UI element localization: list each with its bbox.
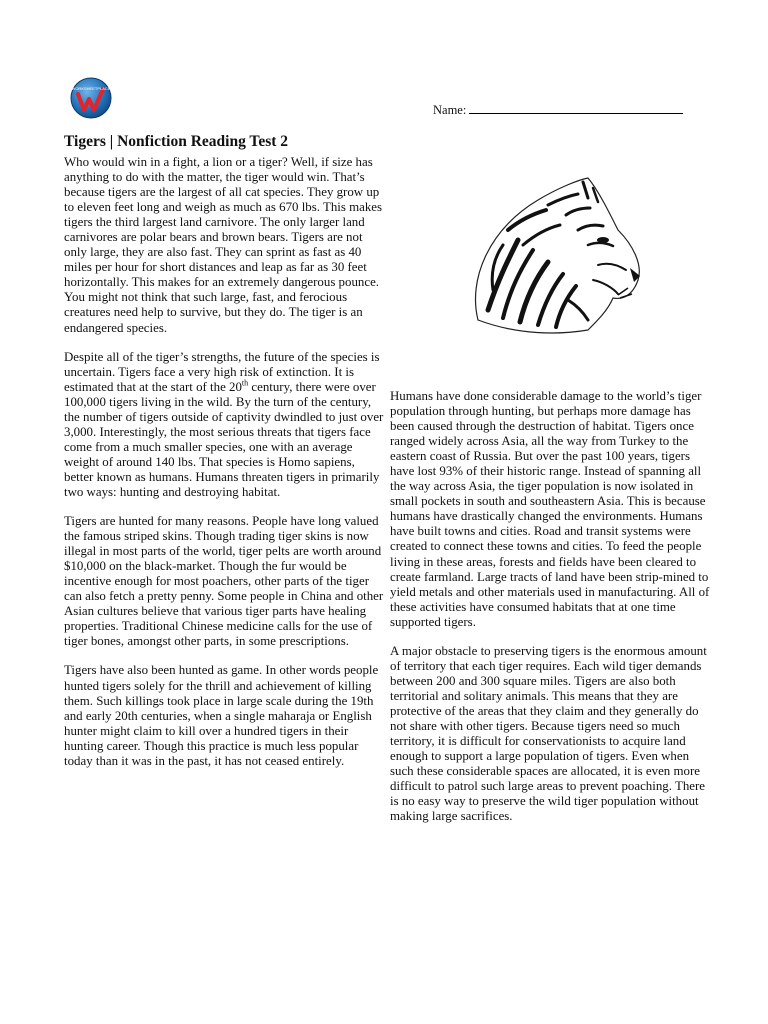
name-blank <box>469 101 683 114</box>
name-field-line <box>433 101 683 118</box>
paragraph-habitat-destruction: Humans have done considerable damage to the world’s tiger population through hunting, but perhaps more damage has been caused through the destruction of habitat. Tigers once ranged widely across Asia, all the way from Turkey to the eastern coast of Russia. But over the past 100 years, tigers have lost 93% of their historic range. Instead of spanning all the way across Asia, the tiger population is now isolated in small pockets in south and southeastern Asia. This is because humans have drastically changed the environments. Humans have built towns and cities. Road and transit systems were created to connect these towns and cities. To feed the people living in these areas, forests and fields have been cleared to create farmland. Large tracts of land have been strip-mined to yield metals and other materials used in manufacturing. All of these activities have consumed habitats that at one time supported tigers. <box>390 389 710 629</box>
paragraph-hunting-reasons: Tigers are hunted for many reasons. People have long valued the famous striped skins. Though trading tiger skins is now illegal in most parts of the world, tiger pelts are worth around $10,000 on the black-market. Though the fur would be incentive enough for most poachers, other parts of the tiger can also fetch a pretty penny. Some people in China and other Asian cultures believe that various tiger parts have healing properties. Traditional Chinese medicine calls for the use of tiger bones, amongst other parts, in some prescriptions. <box>64 514 384 649</box>
logo-text: WORKSHEETPLACE <box>71 86 111 91</box>
tiger-head-illustration-icon <box>448 170 648 340</box>
paragraph-game-hunting: Tigers have also been hunted as game. In other words people hunted tigers solely for the thrill and achievement of killing them. Such killings took place in large scale during the 19th and early 20th centuries, when a single maharaja or English hunter might claim to kill over a hundred tigers in their hunting career. Though this practice is much less popular today than it was in the past, it has not ceased entirely. <box>64 663 379 768</box>
page-title: Tigers | Nonfiction Reading Test 2 <box>64 133 289 150</box>
right-column <box>390 389 710 838</box>
paragraph-territory: A major obstacle to preserving tigers is the enormous amount of territory that each tiger requires. Each wild tiger demands between 200 and 300 square miles. Tigers are also both territorial and solitary animals. This means that they are protective of the areas that they claim and they generally do not share with other tigers. Because tigers need so much territory, it is difficult for conservationists to acquire land enough to support a large population of tigers. Even when such these considerable spaces are allocated, it is even more difficult to patrol such large areas to prevent poaching. There is no easy way to preserve the wild tiger population without making large sacrifices. <box>390 643 707 824</box>
paragraph-extinction-risk: Despite all of the tiger’s strengths, the future of the species is uncertain. Tigers face a very high risk of extinction. It is estimated that at the start of the 20th century, there were over 100,000 tigers living in the wild. By the turn of the century, the number of tigers outside of captivity dwindled to just over 3,000. Interestingly, the most serious threats that tigers face come from a much smaller species, one with an average weight of around 140 lbs. That species is Homo sapiens, better known as humans. Humans threaten tigers in primarily two ways: hunting and destroying habitat. <box>64 349 384 499</box>
paragraph-tiger-size: Who would win in a fight, a lion or a tiger? Well, if size has anything to do with the matter, the tiger would win. That’s because tigers are the largest of all cat species. They grow up to eleven feet long and weigh as much as 670 lbs. This makes tigers the third largest land carnivore. The only larger land carnivores are polar bears and brown bears. Tigers are not only large, they are also fast. They can sprint as fast as 40 miles per hour for short distances and leap as far as 30 feet horizontally. This makes for an extremely dangerous pounce. You might not think that such large, fast, and ferocious creatures need help to survive, but they do. The tiger is an endangered species. <box>64 155 383 335</box>
ordinal-suffix: th <box>241 378 249 388</box>
name-label: Name: <box>433 103 467 117</box>
left-column <box>64 155 384 783</box>
worksheetplace-logo-icon <box>70 77 112 119</box>
